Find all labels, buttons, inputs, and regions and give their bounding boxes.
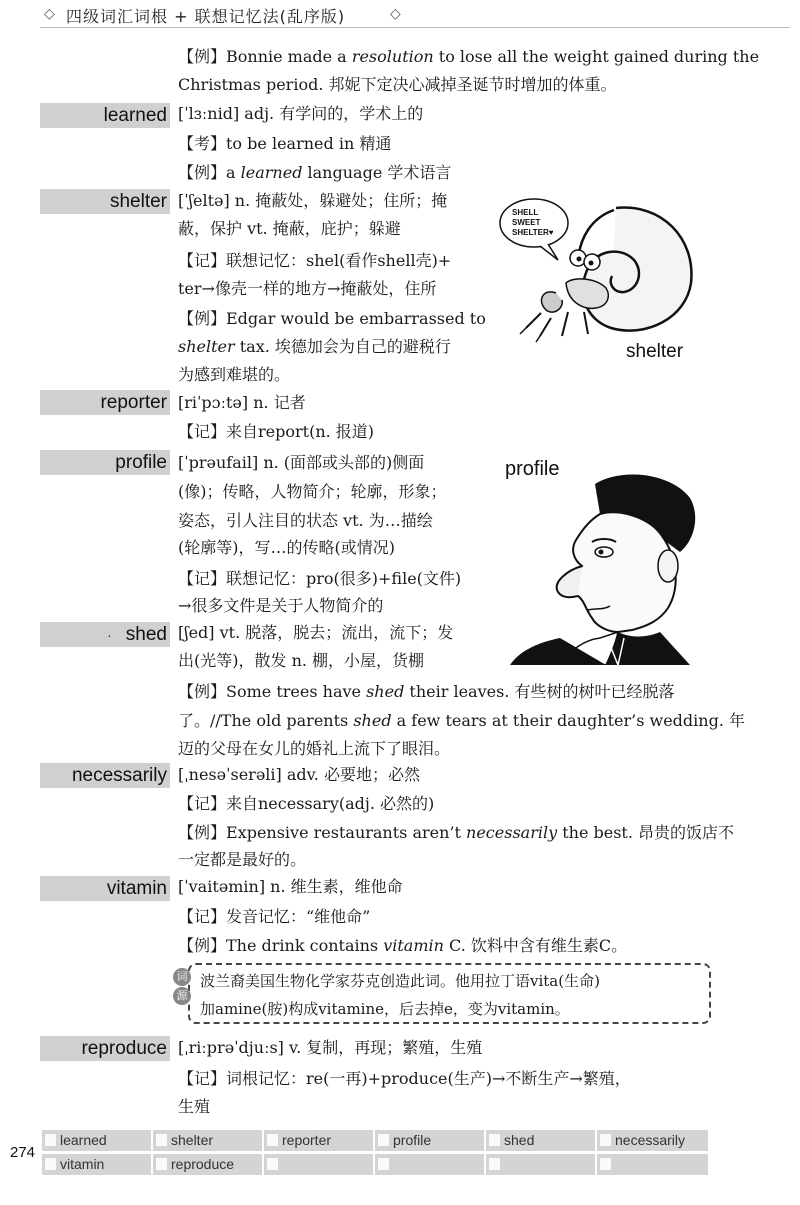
example-line: 【例】Some trees have shed their leaves. 有些树的树叶已经脱落 — [178, 682, 675, 701]
headword-reproduce: reproduce — [40, 1036, 170, 1061]
checkbox-icon — [489, 1158, 500, 1170]
checkbox-icon — [267, 1158, 278, 1170]
header-rule — [40, 27, 790, 28]
speech-bubble-line: SHELTER♥ — [512, 228, 554, 237]
checkbox-icon — [45, 1158, 56, 1170]
definition-line: (轮廓等)，写…的传略(或情况) — [178, 538, 395, 557]
definition-line: [ˌnesəˈserəli] adv. 必要地；必然 — [178, 765, 420, 784]
page-header — [0, 0, 800, 30]
checklist-item[interactable] — [375, 1154, 484, 1175]
checkbox-icon — [600, 1158, 611, 1170]
example-line: shelter tax. 埃德加会为自己的避税行 — [178, 337, 451, 356]
headword-reporter: reporter — [40, 390, 170, 415]
checkbox-icon — [156, 1158, 167, 1170]
speech-bubble-line: SHELL — [512, 208, 539, 217]
etymology-badge: 源 — [173, 987, 191, 1005]
checklist-item[interactable] — [264, 1154, 373, 1175]
definition-line: [ˈʃeltə] n. 掩蔽处，躲避处；住所；掩 — [178, 191, 448, 210]
review-checklist — [42, 1130, 708, 1176]
definition-line: [ˈvaitəmin] n. 维生素，维他命 — [178, 877, 403, 896]
page-number: 274 — [10, 1144, 36, 1161]
etymology-badge: 词 — [173, 968, 191, 986]
diamond-icon: ◇ — [390, 6, 401, 22]
checklist-item[interactable]: reporter — [264, 1130, 373, 1151]
definition-line: 出(光等)，散发 n. 棚，小屋，货棚 — [178, 651, 425, 670]
definition-line: 蔽，保护 vt. 掩蔽，庇护；躲避 — [178, 219, 401, 238]
memory-line: 【记】词根记忆：re(一再)+produce(生产)→不断生产→繁殖， — [178, 1069, 631, 1088]
example-line: 【例】Expensive restaurants aren’t necessarily the best. 昂贵的饭店不 — [178, 823, 735, 842]
headword-profile: profile — [40, 450, 170, 475]
example-line: 【例】Bonnie made a resolution to lose all the weight gained during the — [178, 47, 760, 66]
definition-line: [ʃed] vt. 脱落，脱去；流出，流下；发 — [178, 623, 454, 642]
checklist-item[interactable] — [486, 1154, 595, 1175]
checklist-item[interactable]: profile — [375, 1130, 484, 1151]
headword-vitamin: vitamin — [40, 876, 170, 901]
memory-line: 【记】联想记忆：shel(看作shell壳)+ — [178, 251, 452, 270]
definition-line: (像)；传略，人物简介；轮廓，形象； — [178, 482, 447, 501]
definition-line: [riˈpɔːtə] n. 记者 — [178, 393, 306, 412]
checklist-item[interactable]: vitamin — [42, 1154, 151, 1175]
etymology-line: 波兰裔美国生物化学家芬克创造此词。他用拉丁语vita(生命) — [200, 972, 600, 990]
checkbox-icon — [489, 1134, 500, 1146]
checkbox-icon — [600, 1134, 611, 1146]
memory-line: 【记】来自necessary(adj. 必然的) — [178, 794, 435, 813]
illustration-caption: shelter — [626, 341, 684, 362]
checkbox-icon — [267, 1134, 278, 1146]
checklist-item[interactable]: shelter — [153, 1130, 262, 1151]
headword-learned: learned — [40, 103, 170, 128]
speech-bubble-line: SWEET — [512, 218, 541, 227]
illustration-caption: profile — [505, 458, 560, 480]
example-line: 【例】The drink contains vitamin C. 饮料中含有维生素C。 — [178, 936, 628, 955]
headword-necessarily: necessarily — [40, 763, 170, 788]
checklist-item[interactable]: learned — [42, 1130, 151, 1151]
diamond-icon: ◇ — [44, 6, 55, 22]
definition-line: [ˈlɜːnid] adj. 有学问的，学术上的 — [178, 104, 424, 123]
checkbox-icon — [378, 1134, 389, 1146]
profile-portrait-illustration — [500, 470, 710, 665]
memory-line: 生殖 — [178, 1097, 211, 1116]
headword-shelter: shelter — [40, 189, 170, 214]
memory-line: 【记】联想记忆：pro(很多)+file(文件) — [178, 569, 462, 588]
checklist-item[interactable]: shed — [486, 1130, 595, 1151]
example-line: Christmas period. 邦妮下定决心减掉圣诞节时增加的体重。 — [178, 75, 617, 94]
example-line: 【例】a learned language 学术语言 — [178, 163, 452, 182]
exam-line: 【考】to be learned in 精通 — [178, 134, 392, 153]
memory-line: 【记】发音记忆：“维他命” — [178, 907, 371, 926]
checkbox-icon — [156, 1134, 167, 1146]
book-title: 四级词汇词根 + 联想记忆法(乱序版) — [66, 7, 346, 26]
memory-line: 【记】来自report(n. 报道) — [178, 422, 375, 441]
example-line: 为感到难堪的。 — [178, 365, 291, 384]
checklist-item[interactable]: reproduce — [153, 1154, 262, 1175]
headword-shed: · shed — [40, 622, 170, 647]
checkbox-icon — [378, 1158, 389, 1170]
checklist-item[interactable]: necessarily — [597, 1130, 708, 1151]
example-line: 迈的父母在女儿的婚礼上流下了眼泪。 — [178, 739, 451, 758]
checkbox-icon — [45, 1134, 56, 1146]
definition-line: [ˈprəufail] n. (面部或头部的)侧面 — [178, 453, 425, 472]
memory-line: ter→像壳一样的地方→掩蔽处，住所 — [178, 279, 437, 298]
bullet-dot: · — [107, 627, 112, 643]
example-line: 了。//The old parents shed a few tears at their daughter’s wedding. 年 — [178, 711, 745, 730]
memory-line: →很多文件是关于人物简介的 — [178, 596, 384, 615]
etymology-line: 加amine(胺)构成vitamine，后去掉e，变为vitamin。 — [200, 1000, 570, 1018]
definition-line: [ˌriːprəˈdjuːs] v. 复制，再现；繁殖，生殖 — [178, 1038, 483, 1057]
checklist-item[interactable] — [597, 1154, 708, 1175]
example-line: 一定都是最好的。 — [178, 850, 307, 869]
definition-line: 姿态，引人注目的状态 vt. 为…描绘 — [178, 511, 433, 530]
example-line: 【例】Edgar would be embarrassed to — [178, 309, 486, 328]
